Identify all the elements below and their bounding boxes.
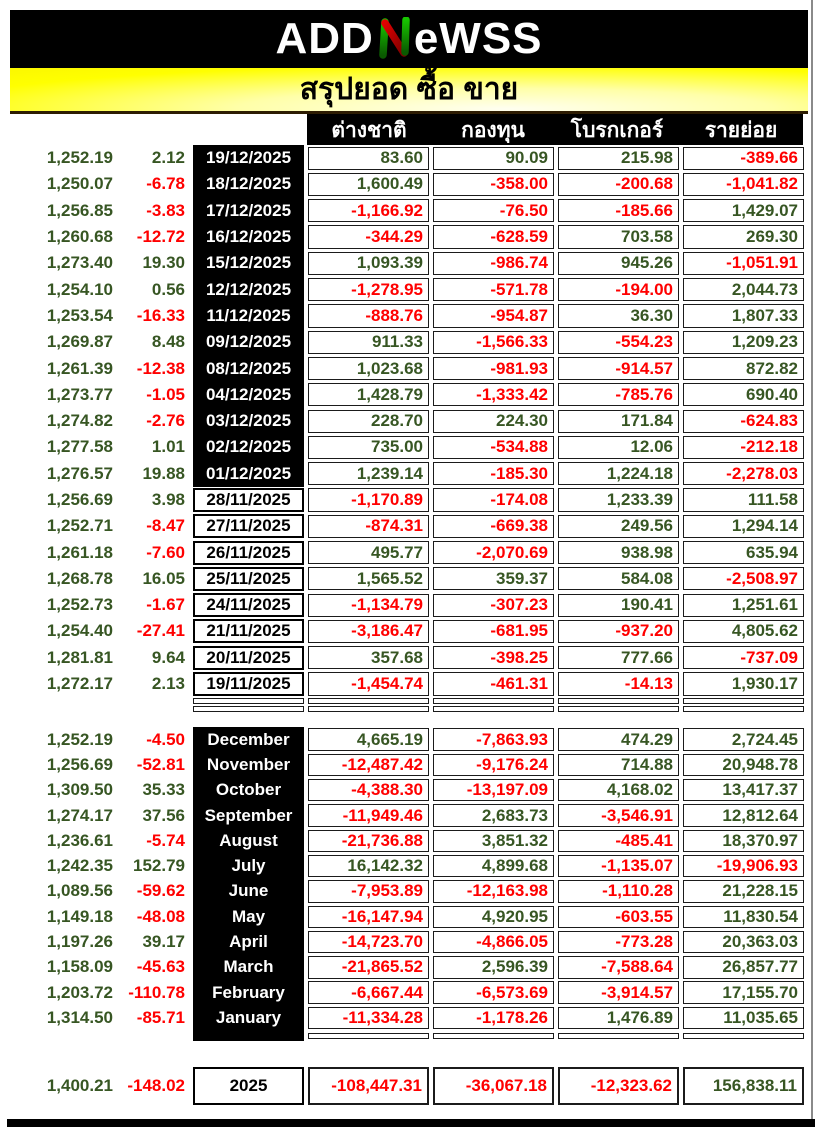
table-row	[0, 250, 804, 276]
month-cell: April	[193, 929, 304, 954]
fund-cell: -174.08	[433, 488, 554, 511]
set-index-value: 1,269.87	[46, 332, 113, 352]
retail-cell: 690.40	[683, 383, 804, 406]
month-cell: February	[193, 980, 304, 1005]
retail-cell: 872.82	[683, 357, 804, 380]
foreign-cell: -4,388.30	[308, 779, 429, 801]
spacer-row	[0, 705, 804, 713]
index-change-value: -59.62	[136, 881, 185, 901]
table-row	[0, 566, 804, 592]
index-change-value: 19.30	[142, 253, 185, 273]
broker-cell: 1,476.89	[558, 1007, 679, 1029]
broker-cell: 938.98	[558, 541, 679, 564]
table-row	[0, 408, 804, 434]
set-index-value: 1,261.39	[46, 358, 113, 378]
broker-cell: 1,224.18	[558, 462, 679, 485]
date-cell: 19/11/2025	[193, 672, 304, 696]
retail-cell: 1,429.07	[683, 199, 804, 222]
month-cell: June	[193, 879, 304, 904]
retail-cell: -1,051.91	[683, 252, 804, 275]
foreign-cell: -12,487.42	[308, 754, 429, 776]
broker-cell: -3,546.91	[558, 804, 679, 826]
fund-cell: -12,163.98	[433, 880, 554, 902]
table-row	[0, 904, 804, 929]
foreign-cell: 83.60	[308, 147, 429, 170]
retail-cell: 156,838.11	[683, 1067, 804, 1105]
index-change-value: -12.38	[136, 358, 185, 378]
fund-cell: -185.30	[433, 462, 554, 485]
index-change-value: 2.13	[151, 674, 185, 694]
set-index-value: 1,274.17	[46, 805, 113, 825]
set-index-value: 1,273.77	[46, 384, 113, 404]
index-change-value: 16.05	[142, 568, 185, 588]
set-index-value: 1,089.56	[46, 881, 113, 901]
foreign-cell: 1,565.52	[308, 567, 429, 590]
broker-cell: -1,135.07	[558, 855, 679, 877]
index-change-value: -52.81	[136, 754, 185, 774]
index-change-value: 1.01	[151, 437, 185, 457]
foreign-cell: -11,334.28	[308, 1007, 429, 1029]
page-title-banner	[10, 68, 808, 114]
index-change-value: -5.74	[146, 830, 185, 850]
broker-cell: 474.29	[558, 728, 679, 750]
index-change-value: -48.08	[136, 906, 185, 926]
index-change-value: -4.50	[146, 729, 185, 749]
index-change-value: -45.63	[136, 957, 185, 977]
date-cell: 26/11/2025	[193, 541, 304, 565]
retail-cell: 4,805.62	[683, 620, 804, 643]
month-cell: August	[193, 828, 304, 853]
broker-cell: 945.26	[558, 252, 679, 275]
broker-cell: -1,110.28	[558, 880, 679, 902]
index-change-value: -6.78	[146, 174, 185, 194]
table-row	[0, 727, 804, 752]
spacer-row	[0, 1031, 804, 1041]
foreign-cell: -108,447.31	[308, 1067, 429, 1105]
month-cell: September	[193, 803, 304, 828]
set-index-value: 1,252.73	[46, 595, 113, 615]
fund-cell: -398.25	[433, 646, 554, 669]
set-index-value: 1,400.21	[46, 1076, 113, 1095]
retail-cell: -19,906.93	[683, 855, 804, 877]
retail-cell: 18,370.97	[683, 830, 804, 852]
date-cell: 16/12/2025	[193, 224, 304, 250]
foreign-cell: 495.77	[308, 541, 429, 564]
column-header: รายย่อย	[704, 119, 778, 142]
set-index-value: 1,256.69	[46, 490, 113, 509]
table-row	[0, 671, 804, 697]
broker-cell: -914.57	[558, 357, 679, 380]
foreign-cell: -3,186.47	[308, 620, 429, 643]
foreign-cell: 735.00	[308, 436, 429, 459]
foreign-cell: 1,428.79	[308, 383, 429, 406]
index-change-value: 19.88	[142, 463, 185, 483]
retail-cell: -737.09	[683, 646, 804, 669]
set-index-value: 1,252.71	[46, 516, 113, 536]
fund-cell: -571.78	[433, 278, 554, 301]
retail-cell: -624.83	[683, 410, 804, 433]
logo-text-add: ADD	[275, 14, 374, 63]
broker-cell: 714.88	[558, 754, 679, 776]
broker-cell: -185.66	[558, 199, 679, 222]
set-index-value: 1,309.50	[46, 780, 113, 800]
fund-cell: -669.38	[433, 515, 554, 538]
index-change-value: 0.56	[151, 279, 185, 299]
broker-cell: -12,323.62	[558, 1067, 679, 1105]
retail-cell: 1,294.14	[683, 515, 804, 538]
set-index-value: 1,273.40	[46, 253, 113, 273]
fund-cell: -4,866.05	[433, 931, 554, 953]
set-index-value: 1,254.10	[46, 279, 113, 299]
retail-cell: 1,930.17	[683, 672, 804, 695]
index-change-value: -3.83	[146, 200, 185, 220]
broker-cell: -14.13	[558, 672, 679, 695]
fund-cell: 2,683.73	[433, 804, 554, 826]
set-index-value: 1,256.85	[46, 200, 113, 220]
table-row	[0, 1067, 804, 1105]
column-header-row	[307, 114, 803, 145]
foreign-cell: 911.33	[308, 331, 429, 354]
retail-cell: -2,508.97	[683, 567, 804, 590]
broker-cell: 703.58	[558, 225, 679, 248]
fund-cell: 90.09	[433, 147, 554, 170]
broker-cell: -194.00	[558, 278, 679, 301]
set-index-value: 1,277.58	[46, 437, 113, 457]
broker-cell: 215.98	[558, 147, 679, 170]
footer-bar	[7, 1119, 815, 1127]
broker-cell: -603.55	[558, 906, 679, 928]
index-change-value: -85.71	[136, 1007, 185, 1027]
fund-cell: -307.23	[433, 594, 554, 617]
index-change-value: 9.64	[151, 647, 185, 667]
date-cell: 21/11/2025	[193, 619, 304, 643]
foreign-cell: -1,278.95	[308, 278, 429, 301]
fund-cell: -13,197.09	[433, 779, 554, 801]
retail-cell: 1,209.23	[683, 331, 804, 354]
set-index-value: 1,276.57	[46, 463, 113, 483]
date-cell: 04/12/2025	[193, 382, 304, 408]
table-row	[0, 1005, 804, 1030]
date-cell: 03/12/2025	[193, 408, 304, 434]
table-row	[0, 645, 804, 671]
index-change-value: 8.48	[151, 332, 185, 352]
index-change-value: -110.78	[128, 982, 185, 1002]
set-index-value: 1,236.61	[46, 830, 113, 850]
date-cell: 27/11/2025	[193, 514, 304, 538]
index-change-value: -1.05	[146, 384, 185, 404]
fund-cell: -1,333.42	[433, 383, 554, 406]
fund-cell: 2,596.39	[433, 956, 554, 978]
retail-cell: 2,044.73	[683, 278, 804, 301]
set-index-value: 1,242.35	[46, 856, 113, 876]
foreign-cell: -14,723.70	[308, 931, 429, 953]
broker-cell: 777.66	[558, 646, 679, 669]
retail-cell: 635.94	[683, 541, 804, 564]
foreign-cell: -344.29	[308, 225, 429, 248]
retail-cell: -1,041.82	[683, 173, 804, 196]
fund-cell: 224.30	[433, 410, 554, 433]
month-cell: March	[193, 955, 304, 980]
table-row	[0, 980, 804, 1005]
broker-cell: 4,168.02	[558, 779, 679, 801]
broker-cell: 190.41	[558, 594, 679, 617]
month-cell: December	[193, 727, 304, 752]
fund-cell: -7,863.93	[433, 728, 554, 750]
month-cell: November	[193, 752, 304, 777]
retail-cell: 1,251.61	[683, 594, 804, 617]
fund-cell: -534.88	[433, 436, 554, 459]
index-change-value: -148.02	[127, 1076, 185, 1095]
index-change-value: -7.60	[146, 542, 185, 562]
foreign-cell: -1,454.74	[308, 672, 429, 695]
foreign-cell: -16,147.94	[308, 906, 429, 928]
retail-cell: 17,155.70	[683, 981, 804, 1003]
fund-cell: -358.00	[433, 173, 554, 196]
retail-cell: -389.66	[683, 147, 804, 170]
set-index-value: 1,203.72	[46, 982, 113, 1002]
table-row	[0, 145, 804, 171]
set-index-value: 1,253.54	[46, 305, 113, 325]
month-cell: January	[193, 1005, 304, 1030]
monthly-rows	[0, 727, 804, 1031]
index-change-value: 39.17	[142, 932, 185, 952]
index-change-value: -1.67	[146, 595, 185, 615]
table-row	[0, 487, 804, 513]
broker-cell: -200.68	[558, 173, 679, 196]
broker-cell: -485.41	[558, 830, 679, 852]
set-index-value: 1,274.82	[46, 411, 113, 431]
set-index-value: 1,254.40	[46, 621, 113, 641]
foreign-cell: 228.70	[308, 410, 429, 433]
table-row	[0, 929, 804, 954]
table-row	[0, 955, 804, 980]
foreign-cell: -1,134.79	[308, 594, 429, 617]
set-index-value: 1,149.18	[46, 906, 113, 926]
set-index-value: 1,158.09	[46, 957, 113, 977]
date-cell: 24/11/2025	[193, 593, 304, 617]
fund-cell: 359.37	[433, 567, 554, 590]
candlestick-n-icon	[376, 17, 412, 59]
date-cell: 12/12/2025	[193, 276, 304, 302]
date-cell: 19/12/2025	[193, 145, 304, 171]
table-row	[0, 434, 804, 460]
table-row	[0, 198, 804, 224]
month-cell: May	[193, 904, 304, 929]
column-header: โบรกเกอร์	[570, 119, 664, 142]
table-row	[0, 618, 804, 644]
index-change-value: -8.47	[146, 516, 185, 536]
fund-cell: -2,070.69	[433, 541, 554, 564]
set-index-value: 1,252.19	[46, 148, 113, 168]
broker-cell: 171.84	[558, 410, 679, 433]
retail-cell: 2,724.45	[683, 728, 804, 750]
table-row	[0, 752, 804, 777]
logo-text-ewss: eWSS	[413, 14, 543, 63]
retail-cell: 12,812.64	[683, 804, 804, 826]
broker-cell: 584.08	[558, 567, 679, 590]
fund-cell: 3,851.32	[433, 830, 554, 852]
foreign-cell: 16,142.32	[308, 855, 429, 877]
retail-cell: 111.58	[683, 488, 804, 511]
fund-cell: 4,920.95	[433, 906, 554, 928]
foreign-cell: -888.76	[308, 304, 429, 327]
fund-cell: -681.95	[433, 620, 554, 643]
foreign-cell: -6,667.44	[308, 981, 429, 1003]
retail-cell: 269.30	[683, 225, 804, 248]
table-row	[0, 828, 804, 853]
fund-cell: -1,178.26	[433, 1007, 554, 1029]
table-row	[0, 778, 804, 803]
foreign-cell: -11,949.46	[308, 804, 429, 826]
retail-cell: -212.18	[683, 436, 804, 459]
set-index-value: 1,272.17	[46, 674, 113, 694]
table-row	[0, 461, 804, 487]
table-row	[0, 303, 804, 329]
set-index-value: 1,250.07	[46, 174, 113, 194]
table-row	[0, 539, 804, 565]
broker-cell: 249.56	[558, 515, 679, 538]
year-cell: 2025	[193, 1067, 304, 1105]
index-change-value: 2.12	[151, 148, 185, 168]
logo	[275, 14, 543, 63]
retail-cell: 11,830.54	[683, 906, 804, 928]
index-change-value: -2.76	[146, 411, 185, 431]
date-cell: 25/11/2025	[193, 567, 304, 591]
index-change-value: 152.79	[133, 856, 185, 876]
summary-table	[0, 114, 815, 1127]
index-change-value: -16.33	[136, 305, 185, 325]
daily-section	[0, 145, 804, 712]
table-row	[0, 879, 804, 904]
foreign-cell: -21,865.52	[308, 956, 429, 978]
fund-cell: -6,573.69	[433, 981, 554, 1003]
retail-cell: -2,278.03	[683, 462, 804, 485]
date-cell: 17/12/2025	[193, 198, 304, 224]
foreign-cell: -874.31	[308, 515, 429, 538]
fund-cell: -628.59	[433, 225, 554, 248]
index-change-value: 3.98	[151, 490, 185, 509]
daily-rows	[0, 145, 804, 697]
table-row	[0, 329, 804, 355]
broker-cell: -554.23	[558, 331, 679, 354]
fund-cell: -986.74	[433, 252, 554, 275]
foreign-cell: -1,166.92	[308, 199, 429, 222]
retail-cell: 20,948.78	[683, 754, 804, 776]
index-change-value: 37.56	[142, 805, 185, 825]
table-row	[0, 803, 804, 828]
set-index-value: 1,268.78	[46, 568, 113, 588]
fund-cell: -954.87	[433, 304, 554, 327]
table-row	[0, 382, 804, 408]
retail-cell: 1,807.33	[683, 304, 804, 327]
index-change-value: 35.33	[142, 780, 185, 800]
fund-cell: -36,067.18	[433, 1067, 554, 1105]
table-row	[0, 592, 804, 618]
page-title: สรุปยอด ซื้อ ขาย	[299, 73, 519, 106]
foreign-cell: -7,953.89	[308, 880, 429, 902]
set-index-value: 1,281.81	[46, 647, 113, 667]
foreign-cell: 1,093.39	[308, 252, 429, 275]
set-index-value: 1,260.68	[46, 227, 113, 247]
foreign-cell: 4,665.19	[308, 728, 429, 750]
foreign-cell: 1,600.49	[308, 173, 429, 196]
month-cell: October	[193, 778, 304, 803]
spacer-row	[0, 697, 804, 705]
retail-cell: 21,228.15	[683, 880, 804, 902]
date-cell: 18/12/2025	[193, 171, 304, 197]
foreign-cell: -1,170.89	[308, 488, 429, 511]
table-row	[0, 355, 804, 381]
foreign-cell: 357.68	[308, 646, 429, 669]
set-index-value: 1,252.19	[46, 729, 113, 749]
retail-cell: 11,035.65	[683, 1007, 804, 1029]
broker-cell: 36.30	[558, 304, 679, 327]
fund-cell: -981.93	[433, 357, 554, 380]
date-cell: 15/12/2025	[193, 250, 304, 276]
fund-cell: -461.31	[433, 672, 554, 695]
date-cell: 11/12/2025	[193, 303, 304, 329]
column-header: กองทุน	[461, 119, 525, 142]
foreign-cell: 1,023.68	[308, 357, 429, 380]
date-cell: 28/11/2025	[193, 488, 304, 512]
foreign-cell: -21,736.88	[308, 830, 429, 852]
broker-cell: 1,233.39	[558, 488, 679, 511]
table-row	[0, 853, 804, 878]
date-cell: 08/12/2025	[193, 355, 304, 381]
table-row	[0, 224, 804, 250]
set-index-value: 1,197.26	[46, 932, 113, 952]
foreign-cell: 1,239.14	[308, 462, 429, 485]
broker-cell: -3,914.57	[558, 981, 679, 1003]
retail-cell: 13,417.37	[683, 779, 804, 801]
year-total-section	[0, 1067, 804, 1105]
table-row	[0, 276, 804, 302]
broker-cell: -773.28	[558, 931, 679, 953]
monthly-section	[0, 727, 804, 1041]
index-change-value: -12.72	[136, 227, 185, 247]
date-cell: 20/11/2025	[193, 646, 304, 670]
broker-cell: -785.76	[558, 383, 679, 406]
fund-cell: -1,566.33	[433, 331, 554, 354]
set-index-value: 1,261.18	[46, 542, 113, 562]
column-header: ต่างชาติ	[331, 119, 407, 142]
broker-cell: -937.20	[558, 620, 679, 643]
broker-cell: 12.06	[558, 436, 679, 459]
set-index-value: 1,314.50	[46, 1007, 113, 1027]
retail-cell: 20,363.03	[683, 931, 804, 953]
fund-cell: -76.50	[433, 199, 554, 222]
logo-bar	[10, 10, 808, 68]
set-index-value: 1,256.69	[46, 754, 113, 774]
date-cell: 01/12/2025	[193, 461, 304, 487]
date-cell: 09/12/2025	[193, 329, 304, 355]
table-row	[0, 171, 804, 197]
fund-cell: 4,899.68	[433, 855, 554, 877]
broker-cell: -7,588.64	[558, 956, 679, 978]
retail-cell: 26,857.77	[683, 956, 804, 978]
table-row	[0, 513, 804, 539]
fund-cell: -9,176.24	[433, 754, 554, 776]
date-cell: 02/12/2025	[193, 434, 304, 460]
year-rows	[0, 1067, 804, 1105]
month-cell: July	[193, 853, 304, 878]
index-change-value: -27.41	[136, 621, 185, 641]
